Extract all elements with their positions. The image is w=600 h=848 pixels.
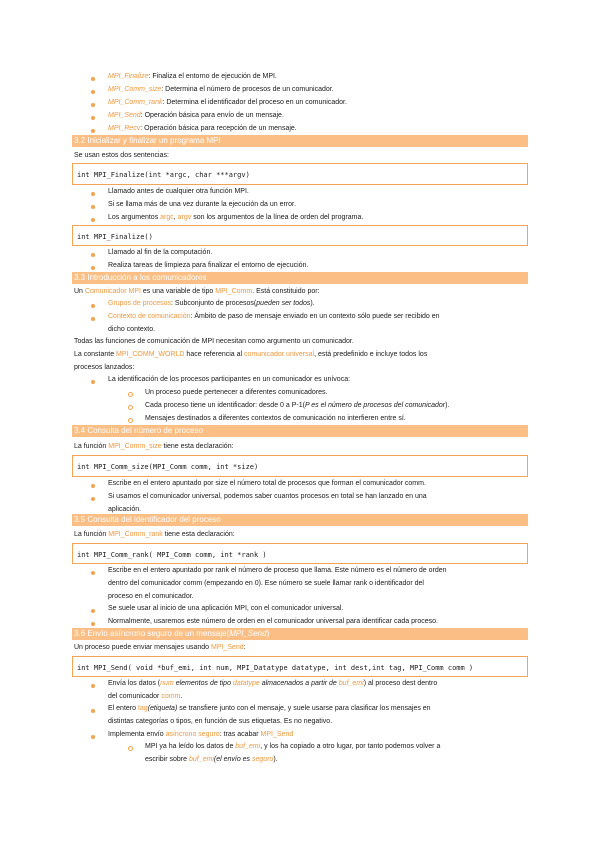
bullet-icon (91, 129, 95, 133)
sub-list-item-continuation: escribir sobre buf_emi(el envío es seguro). (145, 756, 278, 763)
list-item: El entero tag(etiqueta) se transfiere junto con el mensaje, y suele usarse para clasificar los mensajes en (108, 705, 431, 712)
list-item: Los argumentos argc, argv son los argumentos de la línea de orden del programa. (108, 214, 364, 221)
bullet-icon (91, 116, 95, 120)
paragraph: Se usan estos dos sentencias: (74, 152, 169, 159)
section-heading: 3.6 Envío asíncrono seguro de un mensaje(MPI_Send) (72, 628, 528, 640)
list-item-continuation: distintas categorías o tipos, en función de sus etiquetas. Es no negativo. (108, 718, 333, 725)
sub-list-item: Mensajes destinados a diferentes contextos de comunicación no interfieren entre sí. (145, 415, 406, 422)
bullet-icon (91, 90, 95, 94)
sub-list-item: MPI ya ha leído los datos de buf_emi, y los ha copiado a otro lugar, por tanto podemos volver a (145, 743, 441, 750)
paragraph: La función MPI_Comm_rank tiene esta declaración: (74, 531, 235, 538)
list-item-continuation: proceso en el comunicador. (108, 593, 194, 600)
list-item: Si usamos el comunicador universal, podemos saber cuantos procesos en total se han lanzado en una (108, 493, 427, 500)
paragraph: La función MPI_Comm_size tiene esta declaración: (74, 443, 234, 450)
bullet-icon (91, 380, 95, 384)
list-item: Normalmente, usaremos este número de orden en el comunicador universal para identificar cada proceso. (108, 618, 438, 625)
list-item: Se suele usar al inicio de una aplicación MPI, con el comunicador universal. (108, 605, 344, 612)
bullet-icon (91, 205, 95, 209)
bullet-icon (91, 77, 95, 81)
list-item: Escribe en el entero apuntado por size el número total de procesos que forman el comunicador comm. (108, 480, 426, 487)
bullet-icon (91, 192, 95, 196)
list-item: Si se llama más de una vez durante la ejecución da un error. (108, 201, 296, 208)
list-item-continuation: del comunicador comm. (108, 693, 183, 700)
bullet-icon (91, 484, 95, 488)
list-item-continuation: dentro del comunicador comm (empezando en 0). Ese número se suele llamar rank o identificador del (108, 580, 424, 587)
bullet-icon (91, 218, 95, 222)
paragraph: Un proceso puede enviar mensajes usando MPI_Send: (74, 644, 246, 651)
sub-list-item: Un proceso puede pertenecer a diferentes comunicadores. (145, 389, 328, 396)
list-item-continuation: aplicación. (108, 506, 142, 513)
bullet-icon (91, 609, 95, 613)
paragraph-continuation: procesos lanzados: (74, 364, 135, 371)
paragraph: Un Comunicador MPI es una variable de tipo MPI_Comm. Está constituido por: (74, 288, 320, 295)
bullet-icon (91, 253, 95, 257)
list-item: Escribe en el entero apuntado por rank el número de proceso que llama. Este número es el número de orden (108, 567, 447, 574)
code-block: int MPI_Send( void *buf_emi, int num, MPI_Datatype datatype, int dest,int tag, MPI_Comm comm ) (72, 656, 528, 677)
list-item: MPI_Comm_size: Determina el número de procesos de un comunicador. (108, 86, 334, 93)
section-heading: 3.2 Inicializar y finalizar un programa MPI (72, 135, 528, 147)
bullet-icon (91, 571, 95, 575)
code-block: int MPI_Comm_rank( MPI_Comm comm, int *rank ) (72, 543, 528, 564)
paragraph: Todas las funciones de comunicación de MPI necesitan como argumento un comunicador. (74, 338, 354, 345)
list-item: La identificación de los procesos participantes en un comunicador es unívoca: (108, 376, 351, 383)
bullet-icon (91, 622, 95, 626)
bullet-icon (91, 709, 95, 713)
list-item: Implementa envío asíncrono seguro: tras acabar MPI_Send (108, 731, 294, 738)
list-item: MPI_Comm_rank: Determina el identificador del proceso en un comunicador. (108, 99, 347, 106)
bullet-icon (91, 497, 95, 501)
code-block: int MPI_Finalize(int *argc, char ***argv) (72, 163, 528, 185)
paragraph: La constante MPI_COMM_WORLD hace referencia al comunicador universal, está predefinido e incluye todos los (74, 351, 428, 358)
bullet-icon (91, 266, 95, 270)
bullet-icon (91, 304, 95, 308)
bullet-icon (91, 317, 95, 321)
list-item: Grupos de procesos: Subconjunto de procesos(pueden ser todos). (108, 300, 315, 307)
section-heading: 3.3 Introducción a los comunicadores (72, 272, 528, 284)
sub-bullet-icon (128, 746, 133, 751)
sub-bullet-icon (128, 418, 133, 423)
bullet-icon (91, 735, 95, 739)
list-item: Llamado antes de cualquier otra función MPI. (108, 188, 249, 195)
list-item: Envía los datos (num elementos de tipo datatype almacenados a partir de buf_emi) al proceso dest dentro (108, 680, 438, 687)
sub-bullet-icon (128, 392, 133, 397)
list-item: Llamado al fin de la computación. (108, 249, 213, 256)
list-item: MPI_Send: Operación básica para envío de un mensaje. (108, 112, 284, 119)
code-block: int MPI_Finalize() (72, 225, 528, 246)
list-item: MPI_Finalize: Finaliza el entorno de ejecución de MPI. (108, 73, 277, 80)
bullet-icon (91, 103, 95, 107)
list-item-continuation: dicho contexto. (108, 326, 156, 333)
code-block: int MPI_Comm_size(MPI_Comm comm, int *size) (72, 455, 528, 477)
section-heading: 3.4 Consulta del número de proceso (72, 425, 528, 437)
list-item: Contexto de comunicación: Ámbito de paso de mensaje enviado en un contexto sólo puede ser recibido en (108, 313, 440, 320)
list-item: MPI_Recv: Operación básica para recepción de un mensaje. (108, 125, 297, 132)
bullet-icon (91, 684, 95, 688)
section-heading: 3.5 Consulta del identificador del proceso (72, 514, 528, 526)
sub-list-item: Cada proceso tiene un identificador: desde 0 a P-1(P es el número de procesos del comunicador). (145, 402, 450, 409)
sub-bullet-icon (128, 405, 133, 410)
list-item: Realiza tareas de limpieza para finalizar el entorno de ejecución. (108, 262, 309, 269)
